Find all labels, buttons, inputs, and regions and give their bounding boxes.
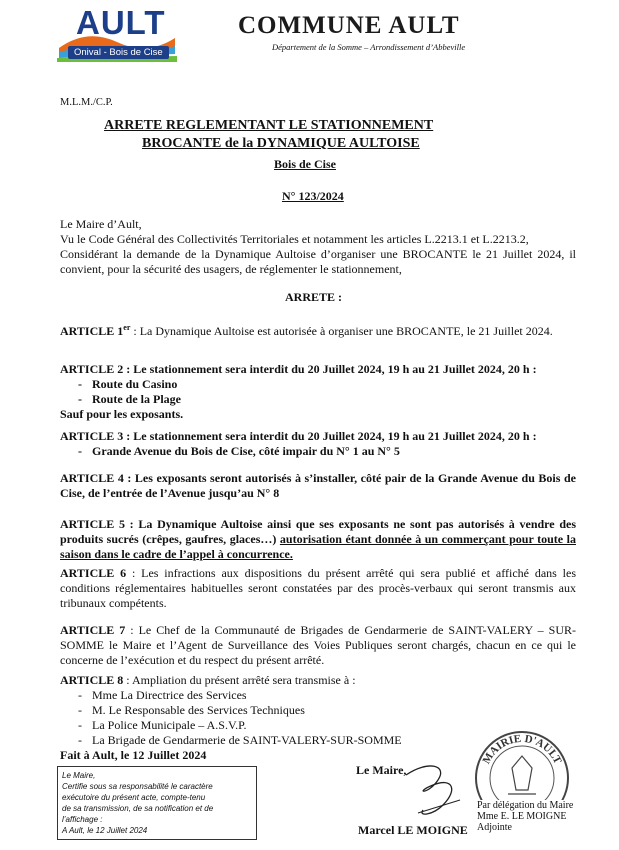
- article-6: [60, 566, 576, 611]
- preamble-line: Vu le Code Général des Collectivités Territoriales et notamment les articles L.2213.1 et L.2213.2,: [60, 232, 529, 246]
- signer-name: Marcel LE MOIGNE: [358, 823, 468, 837]
- cert-line: l’affichage :: [62, 815, 103, 824]
- document-title-line2: BROCANTE de la DYNAMIQUE AULTOISE: [142, 136, 420, 151]
- article-7: [60, 623, 576, 668]
- delegation-line: Adjointe: [477, 822, 512, 833]
- preamble: [60, 217, 576, 277]
- list-item: - Route du Casino: [78, 377, 178, 391]
- delegation-line: Mme E. LE MOIGNE: [477, 811, 567, 822]
- maire-label: Le Maire,: [356, 763, 407, 777]
- cert-line: A Ault, le 12 Juillet 2024: [62, 826, 148, 835]
- reference: M.L.M./C.P.: [60, 97, 113, 108]
- article-3: [60, 429, 576, 459]
- article-6-text: : Les infractions aux dispositions du présent arrêté qui sera publié et affiché dans les conditions réglementaires habituelles seront constatées par des procès-verbaux qui seront transmis aux tribunaux compétents.: [60, 566, 577, 610]
- document-title-line1: ARRETE REGLEMENTANT LE STATIONNEMENT: [104, 118, 434, 133]
- article-2-note: Sauf pour les exposants.: [60, 407, 184, 421]
- stamp-text: MAIRIE D'AULT: [480, 732, 564, 766]
- cert-line: Le Maire,: [62, 771, 96, 780]
- logo-wordmark: AULT: [76, 4, 166, 41]
- preamble-line: Considérant la demande de la Dynamique Aultoise d’organiser une BROCANTE le 21 Juillet 2024, il convient, pour la sécurité des usagers, de réglementer le stationnement,: [60, 247, 576, 276]
- list-item: - Mme La Directrice des Services: [78, 688, 247, 702]
- commune-subtitle: Département de la Somme – Arrondissement d’Abbeville: [272, 42, 466, 52]
- list-item: - La Brigade de Gendarmerie de SAINT-VALERY-SUR-SOMME: [78, 733, 402, 747]
- article-6-label: ARTICLE 6: [60, 566, 127, 580]
- article-5: [60, 517, 576, 562]
- arrete-number: N° 123/2024: [282, 189, 344, 203]
- article-4: ARTICLE 4 : Les exposants seront autorisés à s’installer, côté pair de la Grande Avenue du Bois de Cise, de l’entrée de l’Avenue jusqu’au N° 8: [60, 471, 576, 500]
- article-1-label: ARTICLE 1er: [60, 323, 131, 338]
- cert-line: exécutoire du présent acte, compte-tenu: [62, 793, 206, 802]
- document-title-line3: Bois de Cise: [274, 157, 337, 171]
- article-2: [60, 362, 576, 422]
- handwritten-signature: [398, 755, 468, 825]
- delegation-note: [477, 800, 573, 833]
- article-5-text: ARTICLE 5 : La Dynamique Aultoise ainsi que ses exposants ne sont pas autorisés à vendre des produits sucrés (crêpes, gaufres, glaces…): [60, 517, 576, 546]
- arrete-heading: ARRETE :: [285, 290, 343, 304]
- date-signed: Fait à Ault, le 12 Juillet 2024: [60, 748, 207, 762]
- article-5-underlined: autorisation étant donnée à un commerçant pour toute la saison dans le cadre de l’appel à concurrence.: [60, 532, 576, 561]
- article-8-text: : Ampliation du présent arrêté sera transmise à :: [123, 673, 356, 687]
- cert-line: de sa transmission, de sa notification et de: [62, 804, 214, 813]
- article-1: [60, 320, 576, 339]
- cert-line: Certifie sous sa responsabilité le caractère: [62, 782, 213, 791]
- svg-text:MAIRIE D'AULT: [480, 733, 563, 767]
- preamble-line: Le Maire d’Ault,: [60, 217, 142, 231]
- list-item: - M. Le Responsable des Services Techniques: [78, 703, 305, 717]
- article-1-text: : La Dynamique Aultoise est autorisée à organiser une BROCANTE, le 21 Juillet 2024.: [130, 324, 553, 338]
- article-8-label: ARTICLE 8: [60, 673, 124, 687]
- article-7-text: : Le Chef de la Communauté de Brigades de Gendarmerie de SAINT-VALERY – SUR-SOMME le Maire et l’Agent de Surveillance des Voies Publiques seront chargés, chacun en ce qui le concerne de l’exécution et du respect du présent arrêté.: [60, 623, 576, 667]
- article-2-text: ARTICLE 2 : Le stationnement sera interdit du 20 Juillet 2024, 19 h au 21 Juillet 2024, 20 h :: [60, 362, 537, 376]
- article-7-label: ARTICLE 7: [60, 623, 126, 637]
- certification-box: [57, 766, 257, 840]
- article-3-text: ARTICLE 3 : Le stationnement sera interdit du 20 Juillet 2024, 19 h au 21 Juillet 2024, 20 h :: [60, 429, 537, 443]
- logo-subtitle: Onival - Bois de Cise: [68, 46, 169, 59]
- list-item: - Route de la Plage: [78, 392, 181, 406]
- delegation-line: Par délégation du Maire: [477, 800, 574, 811]
- list-item: - La Police Municipale – A.S.V.P.: [78, 718, 247, 732]
- commune-title: COMMUNE AULT: [238, 12, 460, 39]
- list-item: - Grande Avenue du Bois de Cise, côté impair du N° 1 au N° 5: [78, 444, 400, 458]
